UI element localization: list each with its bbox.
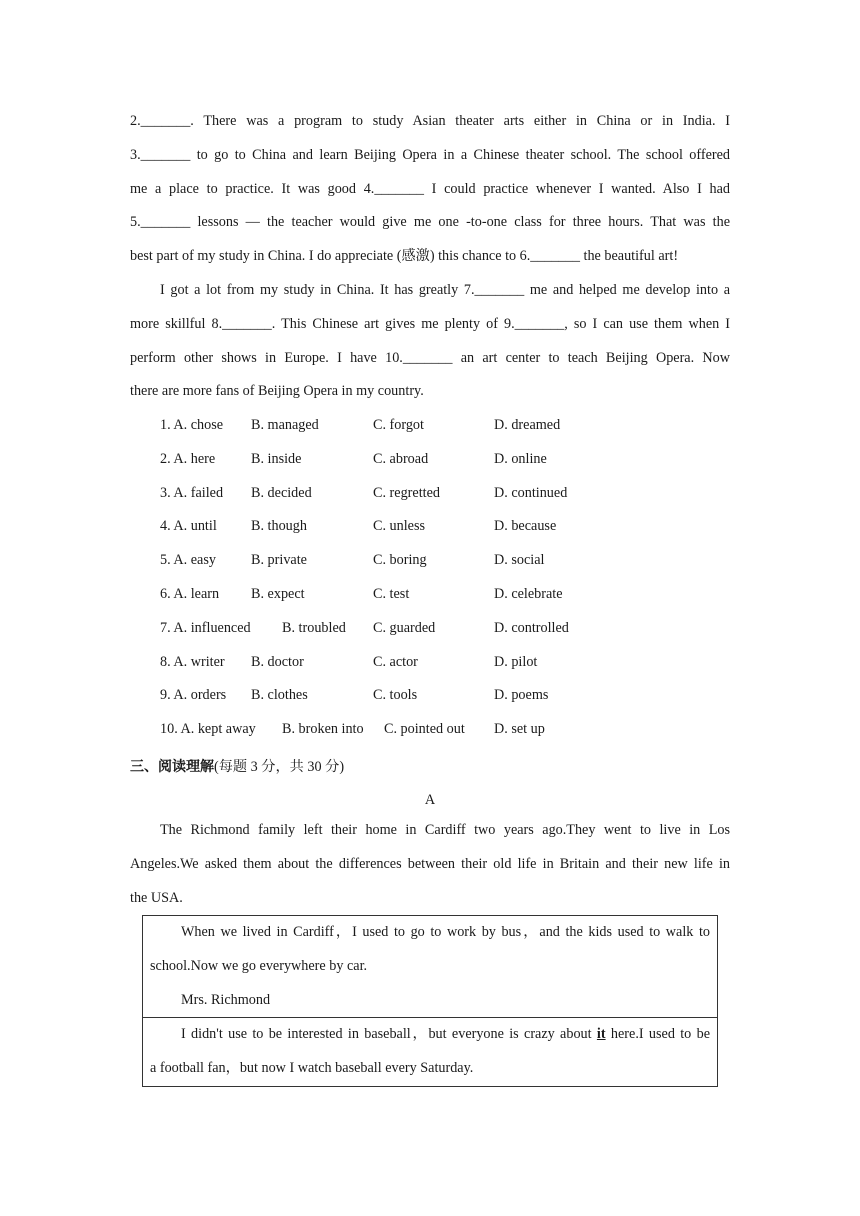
option-c: C. actor	[373, 653, 418, 670]
option-a: 1. A. chose	[160, 417, 224, 433]
option-b: B. inside	[251, 450, 302, 467]
option-row	[160, 409, 720, 443]
section-title: 三、阅读理解	[130, 759, 214, 775]
quote-line: a football fan，but now I watch baseball every Saturday.	[150, 1060, 474, 1077]
option-d: D. continued	[494, 484, 568, 501]
option-a: 9. A. orders	[160, 687, 227, 704]
option-row	[160, 612, 720, 646]
quote-speaker: Mrs. Richmond	[181, 991, 271, 1008]
option-row	[160, 544, 720, 578]
option-d: D. celebrate	[494, 585, 563, 602]
quote-line: When we lived in Cardiff，I used to go to work by bus，and the kids used to walk to	[181, 924, 710, 940]
passage-line: I got a lot from my study in China. It has greatly 7._______ me and helped me develop into a	[160, 282, 730, 298]
option-d: D. set up	[494, 721, 545, 738]
option-c: C. abroad	[373, 450, 429, 467]
option-a: 3. A. failed	[160, 484, 224, 501]
passage-line: 3._______ to go to China and learn Beijing Opera in a Chinese theater school. The school offered	[130, 146, 730, 163]
reading-intro	[130, 814, 730, 915]
passage-line: 5._______ lessons — the teacher would give me one -to-one class for three hours. That was the	[130, 214, 730, 231]
option-a: 4. A. until	[160, 518, 217, 535]
option-a: 6. A. learn	[160, 585, 220, 602]
option-c: C. tools	[373, 687, 418, 704]
option-a: 2. A. here	[160, 450, 216, 467]
answer-options	[160, 409, 720, 747]
passage-line: perform other shows in Europe. I have 10._______ an art center to teach Beijing Opera. Now	[130, 349, 730, 366]
option-b: B. troubled	[282, 619, 346, 636]
option-b: B. doctor	[251, 653, 304, 670]
passage-line: best part of my study in China. I do appreciate (感激) this chance to 6._______ the beautiful art!	[130, 248, 679, 265]
option-row	[160, 578, 720, 612]
option-c: C. test	[373, 585, 410, 602]
intro-line: Angeles.We asked them about the differences between their old life in Britain and their new life in	[130, 855, 730, 872]
quote-line: school.Now we go everywhere by car.	[150, 957, 368, 974]
quote-line	[150, 1018, 710, 1052]
option-a: 7. A. influenced	[160, 619, 251, 636]
option-c: C. regretted	[373, 484, 440, 501]
option-a: 5. A. easy	[160, 552, 216, 569]
passage-label: A	[424, 792, 436, 808]
option-d: D. because	[494, 518, 557, 535]
option-b: B. expect	[251, 585, 305, 602]
option-d: D. pilot	[494, 653, 538, 670]
passage-paragraph-1	[130, 105, 730, 274]
option-c: C. boring	[373, 552, 427, 569]
option-b: B. though	[251, 518, 307, 535]
passage-line: me a place to practice. It was good 4._______ I could practice whenever I wanted. Also I had	[130, 180, 730, 197]
quote-cell-1	[143, 916, 717, 1017]
option-a: 8. A. writer	[160, 653, 225, 670]
passage-line: 2._______. There was a program to study Asian theater arts either in China or in India. I	[130, 113, 730, 129]
quote-cell-2	[143, 1017, 717, 1086]
option-b: B. decided	[251, 484, 312, 501]
option-row	[160, 646, 720, 680]
intro-line: The Richmond family left their home in Cardiff two years ago.They went to live in Los	[160, 822, 730, 838]
option-c: C. forgot	[373, 417, 424, 433]
option-b: B. broken into	[282, 721, 364, 738]
quote-text: here.I used to be	[605, 1026, 710, 1043]
quote-text: I didn't use to be interested in baseball，but everyone is crazy about	[181, 1026, 597, 1043]
passage-paragraph-2	[130, 274, 730, 409]
option-d: D. social	[494, 552, 545, 569]
option-row	[160, 510, 720, 544]
quote-table	[142, 915, 718, 1087]
passage-line: there are more fans of Beijing Opera in my country.	[130, 383, 424, 400]
option-a: 10. A. kept away	[160, 721, 256, 738]
option-d: D. online	[494, 450, 547, 467]
option-c: C. unless	[373, 518, 426, 535]
section-score-note: (每题 3 分，共 30 分)	[214, 759, 345, 775]
option-d: D. dreamed	[494, 417, 561, 433]
option-b: B. private	[251, 552, 307, 569]
option-b: B. clothes	[251, 687, 308, 704]
option-row	[160, 477, 720, 511]
option-d: D. controlled	[494, 619, 569, 636]
intro-line: the USA.	[130, 889, 183, 906]
section-heading	[130, 751, 344, 785]
option-c: C. pointed out	[384, 721, 465, 738]
option-b: B. managed	[251, 417, 319, 433]
passage-line: more skillful 8._______. This Chinese art gives me plenty of 9._______, so I can use them when I	[130, 315, 730, 332]
option-row	[160, 679, 720, 713]
option-d: D. poems	[494, 687, 549, 704]
underlined-word: it	[596, 1026, 606, 1043]
option-row	[160, 713, 720, 747]
option-row	[160, 443, 720, 477]
option-c: C. guarded	[373, 619, 436, 636]
